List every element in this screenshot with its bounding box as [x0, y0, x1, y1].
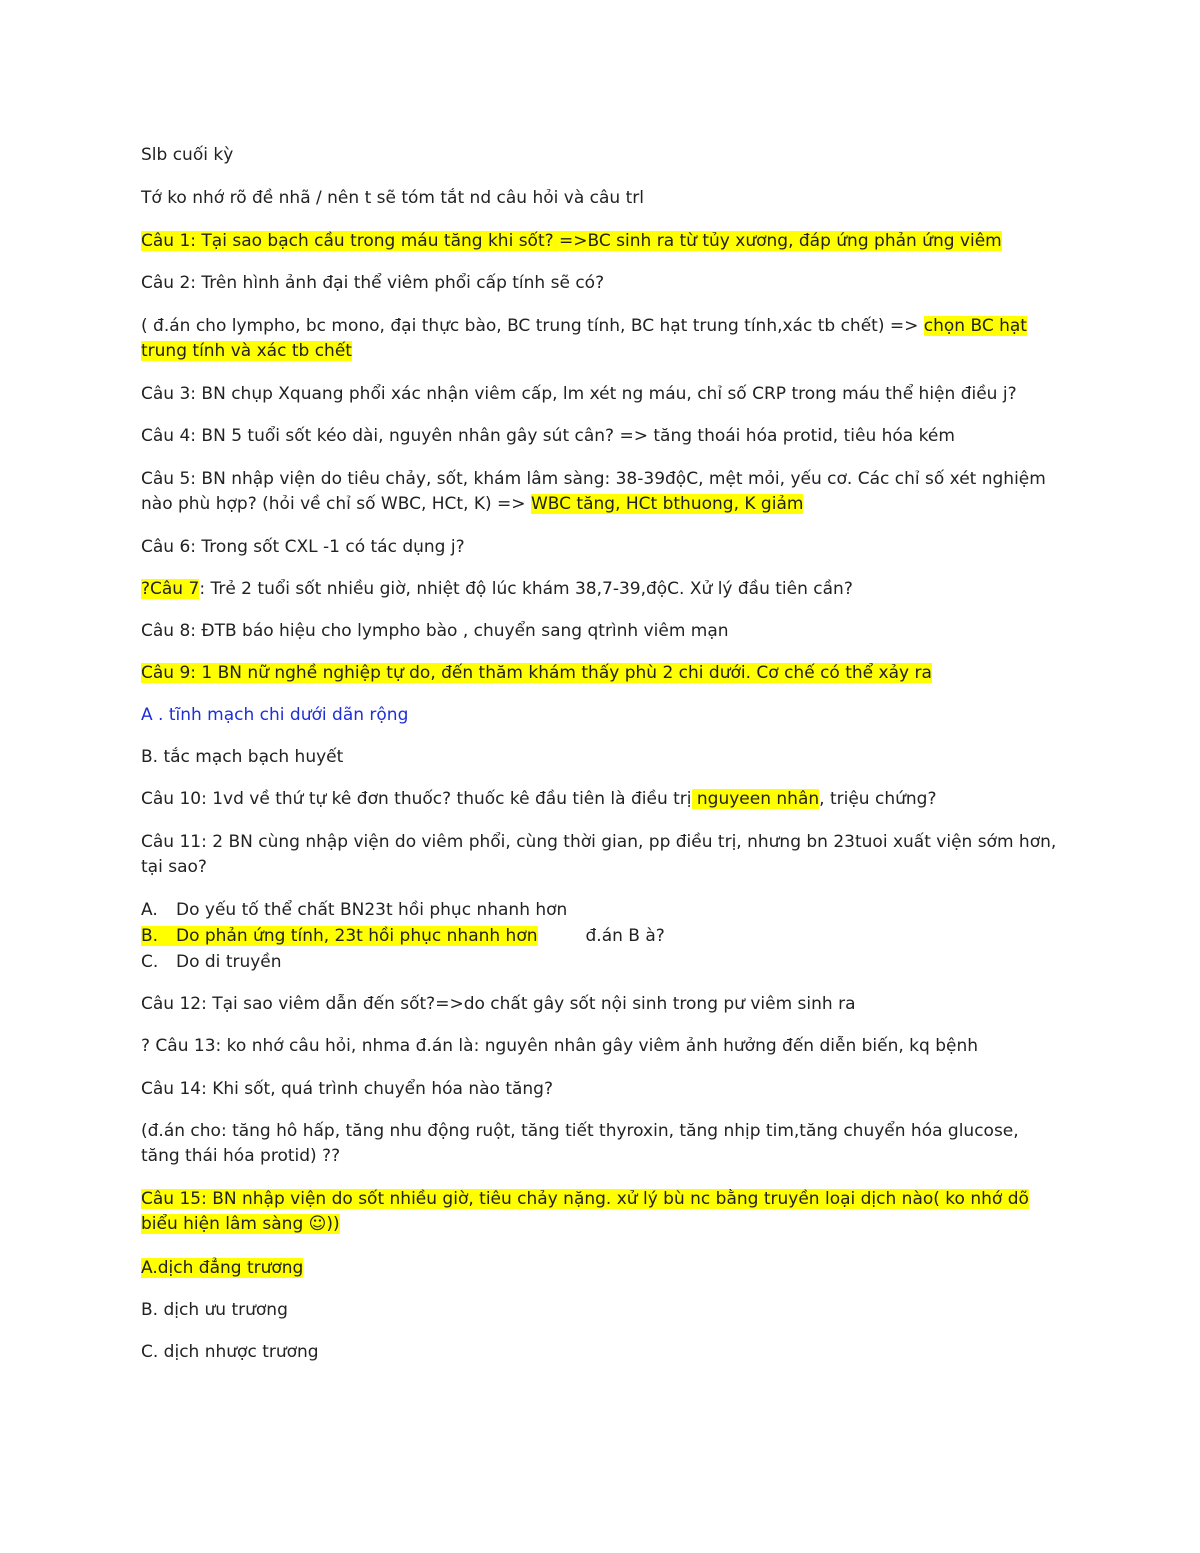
question-11-option-c [141, 950, 282, 975]
question-7-text: : Trẻ 2 tuổi sốt nhiều giờ, nhiệt độ lúc khám 38,7-39,độC. Xử lý đầu tiên cần? [199, 579, 853, 599]
question-2-options [141, 314, 1061, 364]
question-10-answer: nguyeen nhân [691, 789, 820, 809]
question-2-answer: chọn BC hạt trung tính và xác tb chết [141, 316, 1027, 361]
question-2-options-text: ( đ.án cho lympho, bc mono, đại thực bào, BC trung tính, BC hạt trung tính,xác tb chết) => [141, 316, 924, 336]
question-10 [141, 787, 1061, 812]
question-15-text: Câu 15: BN nhập viện do sốt nhiều giờ, tiêu chảy nặng. xử lý bù nc bằng truyền loại dịch nào( ko nhớ dõ biểu hiện lâm sàng ☺)) [141, 1189, 1029, 1234]
question-10-pre: Câu 10: 1vd về thứ tự kê đơn thuốc? thuốc kê đầu tiên là điều trị [141, 789, 692, 809]
question-14-options: (đ.án cho: tăng hô hấp, tăng nhu động ruột, tăng tiết thyroxin, tăng nhịp tim,tăng chuyển hóa glucose, tăng thái hóa protid) ?? [141, 1121, 1019, 1166]
question-15-option-c: C. dịch nhược trương [141, 1342, 319, 1362]
option-b-note: đ.án B à? [585, 926, 665, 946]
question-2: Câu 2: Trên hình ảnh đại thể viêm phổi cấp tính sẽ có? [141, 273, 605, 293]
question-9-option-a: A . tĩnh mạch chi dưới dãn rộng [141, 705, 409, 725]
question-11-option-a [141, 898, 567, 923]
question-13: ? Câu 13: ko nhớ câu hỏi, nhma đ.án là: nguyên nhân gây viêm ảnh hưởng đến diễn biến, kq bệnh [141, 1036, 979, 1056]
question-7-label: ?Câu 7 [141, 579, 200, 599]
question-15-option-b: B. dịch ưu trương [141, 1300, 288, 1320]
question-15-option-a-text: A.dịch đẳng trương [141, 1258, 304, 1278]
question-14: Câu 14: Khi sốt, quá trình chuyển hóa nào tăng? [141, 1079, 553, 1099]
question-1 [141, 229, 1061, 254]
option-a-text: Do yếu tố thể chất BN23t hồi phục nhanh hơn [176, 900, 568, 920]
question-8: Câu 8: ĐTB báo hiệu cho lympho bào , chuyển sang qtrình viêm mạn [141, 621, 729, 641]
question-9 [141, 661, 1061, 686]
option-b-marker: B. [141, 926, 159, 946]
question-15-option-a [141, 1256, 1061, 1281]
question-15 [141, 1187, 1061, 1237]
question-3: Câu 3: BN chụp Xquang phổi xác nhận viêm cấp, lm xét ng máu, chỉ số CRP trong máu thể hiện điều j? [141, 384, 1017, 404]
question-4: Câu 4: BN 5 tuổi sốt kéo dài, nguyên nhân gây sút cân? => tăng thoái hóa protid, tiêu hóa kém [141, 426, 955, 446]
option-c-marker: C. [141, 952, 159, 972]
question-5-answer: WBC tăng, HCt bthuong, K giảm [530, 494, 804, 514]
option-c-text: Do di truyền [176, 952, 282, 972]
question-9-option-b: B. tắc mạch bạch huyết [141, 747, 344, 767]
question-6: Câu 6: Trong sốt CXL -1 có tác dụng j? [141, 537, 465, 557]
question-10-post: , triệu chứng? [819, 789, 937, 809]
question-5-text: Câu 5: BN nhập viện do tiêu chảy, sốt, khám lâm sàng: 38-39độC, mệt mỏi, yếu cơ. Các chỉ số xét nghiệm nào phù hợp? (hỏi về chỉ số WBC, HCt, K) => [141, 469, 1046, 514]
option-b-text: Do phản ứng tính, 23t hồi phục nhanh hơn [176, 926, 538, 946]
question-9-text: Câu 9: 1 BN nữ nghề nghiệp tự do, đến thăm khám thấy phù 2 chi dưới. Cơ chế có thể xảy ra [141, 663, 932, 683]
doc-title: Slb cuối kỳ [141, 145, 234, 165]
question-7 [141, 577, 1061, 602]
question-11: Câu 11: 2 BN cùng nhập viện do viêm phổi, cùng thời gian, pp điều trị, nhưng bn 23tuoi xuất viện sớm hơn, tại sao? [141, 832, 1057, 877]
question-5 [141, 467, 1061, 517]
option-a-marker: A. [141, 900, 158, 920]
question-11-option-b [141, 924, 665, 949]
question-1-text: Câu 1: Tại sao bạch cầu trong máu tăng khi sốt? =>BC sinh ra từ tủy xương, đáp ứng phản ứng viêm [141, 231, 1002, 251]
intro-line: Tớ ko nhớ rõ đề nhã / nên t sẽ tóm tắt nd câu hỏi và câu trl [141, 188, 644, 208]
question-12: Câu 12: Tại sao viêm dẫn đến sốt?=>do chất gây sốt nội sinh trong pư viêm sinh ra [141, 994, 856, 1014]
